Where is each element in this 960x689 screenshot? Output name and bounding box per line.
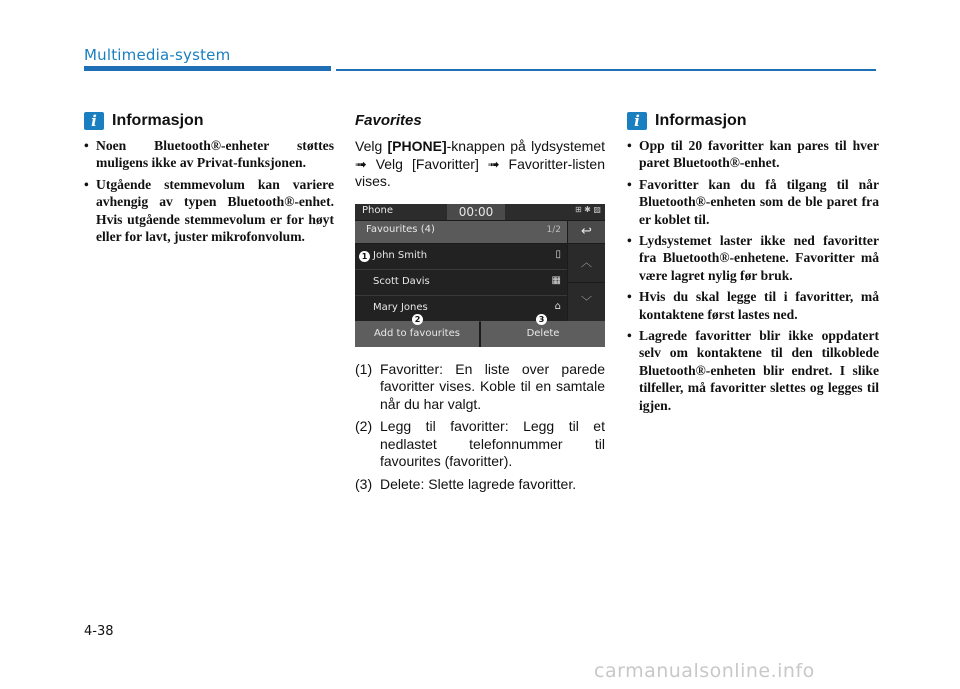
contact-name: Scott Davis bbox=[373, 275, 430, 287]
header-rule-thick bbox=[84, 66, 331, 71]
office-phone-icon: ▦ bbox=[551, 274, 561, 286]
status-time: 00:00 bbox=[447, 204, 505, 220]
back-icon[interactable]: ↩ bbox=[568, 221, 605, 243]
favourites-count-label: Favourites (4) bbox=[366, 223, 435, 235]
info-bullet: • Noen Bluetooth®-enheter støttes muligens ikke av Privat-funksjonen. bbox=[84, 137, 334, 172]
scroll-down-icon[interactable]: ﹀ bbox=[568, 283, 605, 321]
status-icons: ⊞ ✱ ▨ bbox=[574, 204, 601, 214]
item-number: (1) bbox=[355, 360, 373, 377]
description-item bbox=[355, 476, 605, 494]
info-bullet: • Lydsystemet laster ikke ned favoritter fra Bluetooth®-enhetene. Favoritter må være lagret nylig før bruk. bbox=[627, 232, 879, 284]
info-box-right bbox=[627, 112, 879, 418]
status-bar bbox=[355, 204, 605, 220]
item-text: Delete: Slette lagrede favoritter. bbox=[380, 475, 577, 492]
item-text: Legg til favoritter: Legg til et nedlastet telefonnummer til favourites (favoritter). bbox=[380, 418, 605, 469]
favourite-row[interactable] bbox=[355, 270, 567, 296]
header-rule-thin bbox=[336, 69, 876, 71]
callout-2: 2 bbox=[412, 314, 423, 325]
favorites-section bbox=[355, 112, 605, 498]
info-box-left bbox=[84, 112, 334, 249]
watermark: carmanualsonline.info bbox=[594, 660, 815, 682]
favorites-title: Favorites bbox=[355, 112, 422, 129]
add-to-favourites-button[interactable]: Add to favourites bbox=[355, 321, 479, 347]
delete-button[interactable]: Delete bbox=[481, 321, 605, 347]
home-icon: ⌂ bbox=[554, 300, 561, 312]
callout-description-list bbox=[355, 361, 605, 494]
contact-name: John Smith bbox=[373, 249, 428, 261]
page-number: 4-38 bbox=[84, 624, 114, 639]
info-title: Informasjon bbox=[655, 112, 747, 129]
callout-3: 3 bbox=[536, 314, 547, 325]
page-indicator: 1/2 bbox=[546, 224, 561, 235]
phone-screen-image bbox=[355, 204, 605, 347]
info-heading bbox=[84, 112, 334, 130]
item-number: (2) bbox=[355, 418, 373, 434]
mobile-phone-icon: ▯ bbox=[555, 248, 561, 260]
favourites-list-header bbox=[355, 221, 567, 243]
favourite-row[interactable] bbox=[355, 244, 567, 270]
callout-1: 1 bbox=[359, 251, 370, 262]
item-text: Favoritter: En liste over parede favoritter vises. Koble til en samtale når du har valgt. bbox=[380, 360, 605, 412]
info-bullet: • Utgående stemmevolum kan variere avhengig av typen Bluetooth®-enhet. Hvis utgående stemmevolum er for høyt eller for lavt, juster mikrofonvolum. bbox=[84, 176, 334, 246]
intro-text-1: Velg bbox=[355, 138, 388, 154]
scroll-up-icon[interactable]: ︿ bbox=[568, 244, 605, 282]
description-item bbox=[355, 361, 605, 414]
description-item bbox=[355, 418, 605, 471]
favorites-intro bbox=[355, 138, 605, 191]
info-bullet: • Favoritter kan du få tilgang til når Bluetooth®-enheten som de ble paret fra er koblet til. bbox=[627, 176, 879, 228]
status-phone-label: Phone bbox=[362, 204, 393, 216]
info-bullet: • Hvis du skal legge til i favoritter, må kontaktene først lastes ned. bbox=[627, 288, 879, 323]
section-title: Multimedia-system bbox=[84, 46, 231, 64]
info-icon: i bbox=[627, 112, 647, 130]
contact-name: Mary Jones bbox=[373, 301, 428, 313]
info-bullet-list bbox=[627, 137, 879, 414]
intro-text-2: -knappen på lydsystemet ➟ Velg [Favoritter] ➟ Favoritter-listen vises. bbox=[355, 138, 606, 189]
info-bullet: • Opp til 20 favoritter kan pares til hver paret Bluetooth®-enhet. bbox=[627, 137, 879, 172]
phone-button-label: [PHONE] bbox=[387, 138, 447, 154]
info-bullet-list bbox=[84, 137, 334, 245]
info-bullet: • Lagrede favoritter blir ikke oppdatert selv om kontaktene til den tilkoblede Bluetooth®-enheten blir endret. I slike tilfeller, må favoritter slettes og legges til igjen. bbox=[627, 327, 879, 414]
info-title: Informasjon bbox=[112, 112, 204, 129]
info-heading bbox=[627, 112, 879, 130]
item-number: (3) bbox=[355, 475, 373, 492]
info-icon: i bbox=[84, 112, 104, 130]
